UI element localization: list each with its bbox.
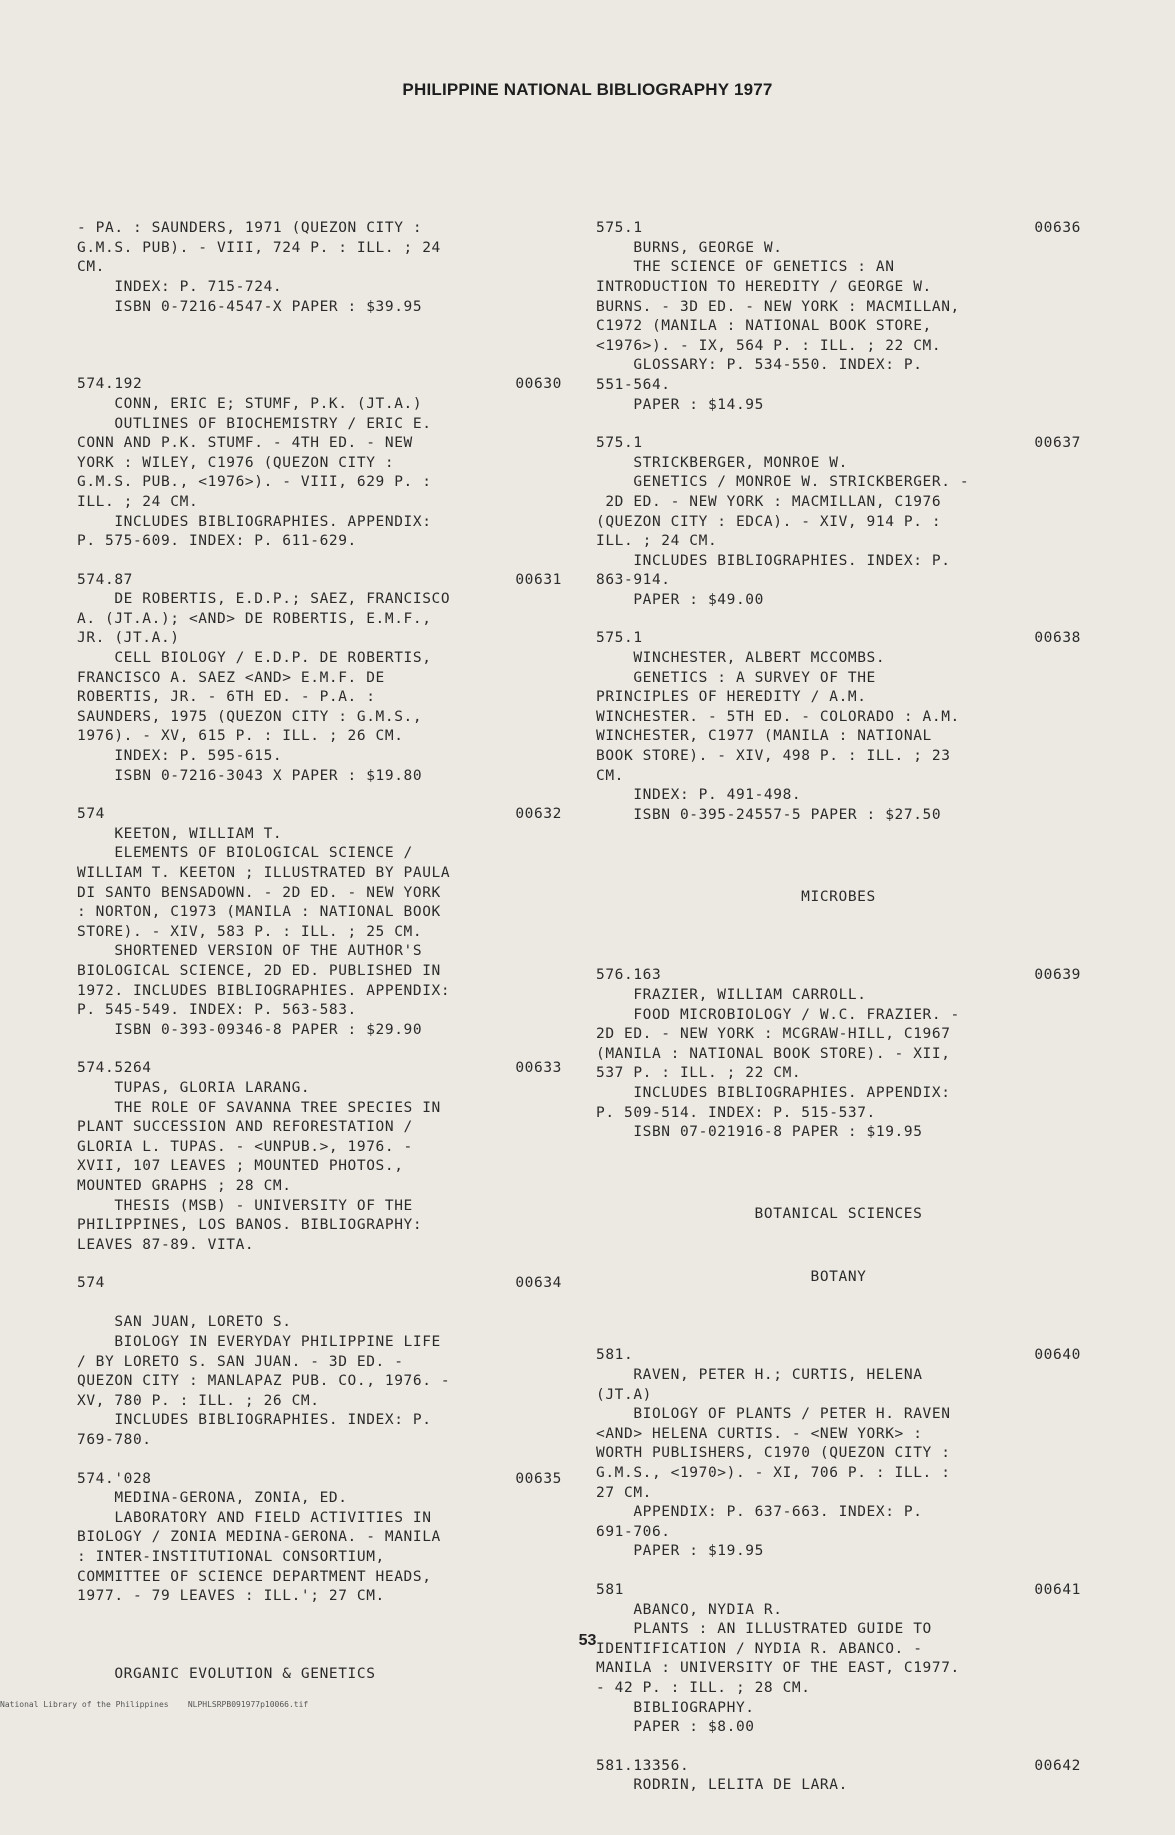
entry-line: BIOLOGY / ZONIA MEDINA-GERONA. - MANILA (77, 1529, 441, 1546)
class-number: 574.'028 (77, 1470, 152, 1487)
class-number: 574.5264 (77, 1060, 152, 1077)
entry-line: G.M.S. PUB). - VIII, 724 P. : ILL. ; 24 (77, 239, 441, 256)
class-number: 581.13356. (596, 1757, 690, 1774)
entry-header (77, 571, 562, 591)
entry-line: 1976). - XV, 615 P. : ILL. ; 26 CM. (77, 728, 404, 745)
entry-line: C1972 (MANILA : NATIONAL BOOK STORE, (596, 318, 932, 335)
entry-header (77, 805, 562, 825)
entry-line: GLOSSARY: P. 534-550. INDEX: P. (596, 357, 923, 374)
class-number: 574.192 (77, 376, 143, 393)
entry-line: RODRIN, LELITA DE LARA. (596, 1777, 848, 1794)
bibliography-entry (77, 1470, 562, 1607)
entry-line: CONN AND P.K. STUMF. - 4TH ED. - NEW (77, 435, 413, 452)
entry-number: 00640 (1034, 1347, 1081, 1364)
entry-line: ELEMENTS OF BIOLOGICAL SCIENCE / (77, 845, 413, 862)
entry-line: BIOLOGICAL SCIENCE, 2D ED. PUBLISHED IN (77, 962, 441, 979)
entry-number: 00638 (1034, 630, 1081, 647)
entry-line: SAN JUAN, LORETO S. (77, 1314, 292, 1331)
entry-line: PAPER : $8.00 (596, 1719, 755, 1736)
entry-line: ISBN 0-393-09346-8 PAPER : $29.90 (77, 1021, 423, 1038)
entry-header (596, 1757, 1081, 1777)
entry-number: 00631 (515, 571, 562, 588)
right-entries-botany (596, 1346, 1081, 1795)
entry-line: BIOLOGY IN EVERYDAY PHILIPPINE LIFE (77, 1334, 441, 1351)
left-entries (77, 375, 562, 1606)
entry-line: BOOK STORE). - XIV, 498 P. : ILL. ; 23 (596, 748, 951, 765)
entry-line: : NORTON, C1973 (MANILA : NATIONAL BOOK (77, 904, 441, 921)
entry-line: 863-914. (596, 572, 671, 589)
entry-line: INCLUDES BIBLIOGRAPHIES. APPENDIX: (77, 513, 432, 530)
class-number: 575.1 (596, 630, 643, 647)
bibliography-entry (596, 629, 1081, 825)
entry-line: ISBN 0-7216-4547-X PAPER : $39.95 (77, 298, 423, 315)
entry-line: GENETICS : A SURVEY OF THE (596, 669, 876, 686)
entry-line: INDEX: P. 715-724. (77, 278, 283, 295)
entry-line: CM. (77, 259, 105, 276)
bibliography-entry (77, 1274, 562, 1450)
scan-footer: National Library of the Philippines NLPHLSRPB091977p10066.tif (0, 1700, 309, 1709)
entry-line: DE ROBERTIS, E.D.P.; SAEZ, FRANCISCO (77, 591, 451, 608)
entry-header (596, 219, 1081, 239)
entry-line: <AND> HELENA CURTIS. - <NEW YORK> : (596, 1425, 923, 1442)
entry-line: INCLUDES BIBLIOGRAPHIES. INDEX: P. (77, 1412, 432, 1429)
class-number: 574.87 (77, 571, 133, 588)
entry-line: 1972. INCLUDES BIBLIOGRAPHIES. APPENDIX: (77, 982, 451, 999)
entry-line: - 42 P. : ILL. ; 28 CM. (596, 1679, 811, 1696)
entry-header (596, 1346, 1081, 1366)
entry-line: FRAZIER, WILLIAM CARROLL. (596, 986, 867, 1003)
entry-line: ROBERTIS, JR. - 6TH ED. - P.A. : (77, 689, 376, 706)
entry-number: 00633 (515, 1060, 562, 1077)
entry-line: PLANT SUCCESSION AND REFORESTATION / (77, 1119, 413, 1136)
entry-line: INDEX: P. 491-498. (596, 787, 802, 804)
entry-line: JR. (JT.A.) (77, 630, 180, 647)
section-heading-botany: BOTANY (810, 1268, 867, 1285)
class-number: 574 (77, 806, 105, 823)
entry-line: (MANILA : NATIONAL BOOK STORE). - XII, (596, 1045, 951, 1062)
class-number: 581 (596, 1582, 624, 1598)
entry-line: KEETON, WILLIAM T. (77, 825, 283, 842)
class-number: 581. (596, 1347, 634, 1364)
entry-line: WORTH PUBLISHERS, C1970 (QUEZON CITY : (596, 1445, 951, 1462)
entry-header (77, 1274, 562, 1294)
bibliography-entry (77, 805, 562, 1040)
entry-line: INCLUDES BIBLIOGRAPHIES. INDEX: P. (596, 552, 951, 569)
class-number: 574 (77, 1275, 105, 1292)
entry-line: RAVEN, PETER H.; CURTIS, HELENA (596, 1367, 923, 1384)
entry-header (77, 1470, 562, 1490)
page-number: 53 (578, 1632, 597, 1649)
entry-line: BURNS, GEORGE W. (596, 239, 783, 256)
entry-line: <1976>). - IX, 564 P. : ILL. ; 22 CM. (596, 337, 942, 354)
entry-line: 27 CM. (596, 1484, 652, 1501)
entry-line: PAPER : $19.95 (596, 1543, 764, 1560)
entry-line: SHORTENED VERSION OF THE AUTHOR'S (77, 943, 423, 960)
bibliography-entry (596, 966, 1081, 1142)
entry-line: INCLUDES BIBLIOGRAPHIES. APPENDIX: (596, 1084, 951, 1101)
right-entries (596, 219, 1081, 825)
entry-header (77, 1059, 562, 1079)
bibliography-entry (596, 1757, 1081, 1796)
section-heading-microbes: MICROBES (801, 888, 876, 905)
entry-number: 00632 (515, 806, 562, 823)
right-entries-microbes (596, 966, 1081, 1142)
entry-line: 537 P. : ILL. ; 22 CM. (596, 1065, 802, 1082)
entry-line: CELL BIOLOGY / E.D.P. DE ROBERTIS, (77, 650, 432, 667)
entry-line: 691-706. (596, 1523, 671, 1540)
entry-line: CM. (596, 767, 624, 784)
entry-line: LABORATORY AND FIELD ACTIVITIES IN (77, 1509, 432, 1526)
entry-line: - PA. : SAUNDERS, 1971 (QUEZON CITY : (77, 220, 423, 237)
entry-line: GENETICS / MONROE W. STRICKBERGER. - (596, 474, 970, 491)
entry-line: OUTLINES OF BIOCHEMISTRY / ERIC E. (77, 415, 432, 432)
entry-line: ISBN 0-7216-3043 X PAPER : $19.80 (77, 767, 423, 784)
entry-line: ILL. ; 24 CM. (596, 533, 718, 550)
entry-line: A. (JT.A.); <AND> DE ROBERTIS, E.M.F., (77, 610, 432, 627)
bibliography-entry (596, 1581, 1081, 1738)
entry-line: MANILA : UNIVERSITY OF THE EAST, C1977. (596, 1660, 960, 1677)
entry-line: PRINCIPLES OF HEREDITY / A.M. (596, 689, 867, 706)
entry-header (596, 629, 1081, 649)
entry-line: LEAVES 87-89. VITA. (77, 1236, 255, 1253)
entry-line: (JT.A) (596, 1386, 652, 1403)
left-column (77, 180, 562, 1704)
entry-line: THE ROLE OF SAVANNA TREE SPECIES IN (77, 1099, 441, 1116)
entry-line: SAUNDERS, 1975 (QUEZON CITY : G.M.S., (77, 708, 423, 725)
entry-line: P. 509-514. INDEX: P. 515-537. (596, 1104, 876, 1121)
entry-line: FRANCISCO A. SAEZ <AND> E.M.F. DE (77, 669, 385, 686)
entry-line: P. 545-549. INDEX: P. 563-583. (77, 1002, 357, 1019)
entry-line: WINCHESTER, C1977 (MANILA : NATIONAL (596, 728, 932, 745)
bibliography-entry (596, 434, 1081, 610)
bibliography-entry (77, 571, 562, 787)
entry-number: 00639 (1034, 967, 1081, 984)
entry-line: WILLIAM T. KEETON ; ILLUSTRATED BY PAULA (77, 865, 451, 881)
entry-number: 00636 (1034, 220, 1081, 237)
bibliography-entry (596, 219, 1081, 415)
entry-line: 551-564. (596, 376, 671, 393)
entry-line: APPENDIX: P. 637-663. INDEX: P. (596, 1504, 923, 1521)
entry-header (596, 966, 1081, 986)
entry-line: 1977. - 79 LEAVES : ILL.'; 27 CM. (77, 1588, 385, 1605)
continuation-entry (77, 219, 562, 317)
entry-line: IDENTIFICATION / NYDIA R. ABANCO. - (596, 1640, 923, 1657)
entry-line: 2D ED. - NEW YORK : MCGRAW-HILL, C1967 (596, 1026, 951, 1043)
entry-line: THESIS (MSB) - UNIVERSITY OF THE (77, 1197, 413, 1214)
right-column (596, 180, 1081, 1835)
entry-line (77, 1294, 562, 1314)
class-number: 575.1 (596, 435, 643, 452)
class-number: 575.1 (596, 220, 643, 237)
entry-line: CONN, ERIC E; STUMF, P.K. (JT.A.) (77, 395, 423, 412)
entry-line: WINCHESTER. - 5TH ED. - COLORADO : A.M. (596, 708, 960, 725)
bibliography-entry (77, 375, 562, 551)
entry-line: STRICKBERGER, MONROE W. (596, 454, 848, 471)
entry-line: WINCHESTER, ALBERT MCCOMBS. (596, 650, 886, 667)
entry-line: GLORIA L. TUPAS. - <UNPUB.>, 1976. - (77, 1138, 413, 1155)
entry-header (77, 375, 562, 395)
entry-line: / BY LORETO S. SAN JUAN. - 3D ED. - (77, 1353, 404, 1370)
section-heading-organic-evolution: ORGANIC EVOLUTION & GENETICS (77, 1665, 376, 1682)
entry-line: BIBLIOGRAPHY. (596, 1699, 755, 1716)
entry-number: 00642 (1034, 1757, 1081, 1774)
entry-number: 00630 (515, 376, 562, 393)
section-heading-botanical-sciences: BOTANICAL SCIENCES (754, 1205, 923, 1222)
bibliography-entry (596, 1346, 1081, 1562)
entry-number: 00635 (515, 1470, 562, 1487)
entry-line: ABANCO, NYDIA R. (596, 1601, 783, 1618)
entry-line: COMMITTEE OF SCIENCE DEPARTMENT HEADS, (77, 1568, 432, 1585)
entry-line: ISBN 07-021916-8 PAPER : $19.95 (596, 1124, 923, 1141)
entry-header (596, 434, 1081, 454)
entry-line: (QUEZON CITY : EDCA). - XIV, 914 P. : (596, 513, 942, 530)
entry-line: XVII, 107 LEAVES ; MOUNTED PHOTOS., (77, 1158, 404, 1175)
entry-line: PHILIPPINES, LOS BANOS. BIBLIOGRAPHY: (77, 1217, 423, 1234)
entry-line: 2D ED. - NEW YORK : MACMILLAN, C1976 (596, 493, 942, 510)
entry-line: ISBN 0-395-24557-5 PAPER : $27.50 (596, 806, 942, 823)
entry-line: QUEZON CITY : MANLAPAZ PUB. CO., 1976. - (77, 1373, 451, 1390)
entry-number: 00637 (1034, 435, 1081, 452)
entry-line: G.M.S., <1970>). - XI, 706 P. : ILL. : (596, 1465, 951, 1482)
entry-header (596, 1581, 1081, 1601)
entry-line: PAPER : $14.95 (596, 396, 764, 413)
entry-line: THE SCIENCE OF GENETICS : AN (596, 259, 895, 276)
entry-line: ILL. ; 24 CM. (77, 493, 199, 510)
entry-line: XV, 780 P. : ILL. ; 26 CM. (77, 1392, 320, 1409)
entry-line: MEDINA-GERONA, ZONIA, ED. (77, 1490, 348, 1507)
entry-number: 00641 (1034, 1582, 1081, 1598)
entry-line: BIOLOGY OF PLANTS / PETER H. RAVEN (596, 1406, 951, 1423)
entry-line: : INTER-INSTITUTIONAL CONSORTIUM, (77, 1549, 385, 1565)
entry-line: FOOD MICROBIOLOGY / W.C. FRAZIER. - (596, 1006, 960, 1023)
bibliography-entry (77, 1059, 562, 1255)
entry-line: 769-780. (77, 1432, 152, 1449)
entry-line: TUPAS, GLORIA LARANG. (77, 1079, 311, 1096)
entry-line: INTRODUCTION TO HEREDITY / GEORGE W. (596, 278, 932, 295)
entry-line: DI SANTO BENSADOWN. - 2D ED. - NEW YORK (77, 884, 441, 901)
entry-line: YORK : WILEY, C1976 (QUEZON CITY : (77, 454, 395, 471)
page-title: PHILIPPINE NATIONAL BIBLIOGRAPHY 1977 (402, 80, 773, 99)
entry-line: PAPER : $49.00 (596, 591, 764, 608)
entry-line: G.M.S. PUB., <1976>). - VIII, 629 P. : (77, 474, 432, 491)
entry-line: STORE). - XIV, 583 P. : ILL. ; 25 CM. (77, 923, 423, 940)
entry-number: 00634 (515, 1275, 562, 1292)
entry-line: MOUNTED GRAPHS ; 28 CM. (77, 1177, 292, 1194)
entry-line: PLANTS : AN ILLUSTRATED GUIDE TO (596, 1621, 932, 1638)
class-number: 576.163 (596, 967, 662, 984)
entry-line: BURNS. - 3D ED. - NEW YORK : MACMILLAN, (596, 298, 960, 315)
entry-line: INDEX: P. 595-615. (77, 748, 283, 765)
entry-line: P. 575-609. INDEX: P. 611-629. (77, 533, 357, 550)
